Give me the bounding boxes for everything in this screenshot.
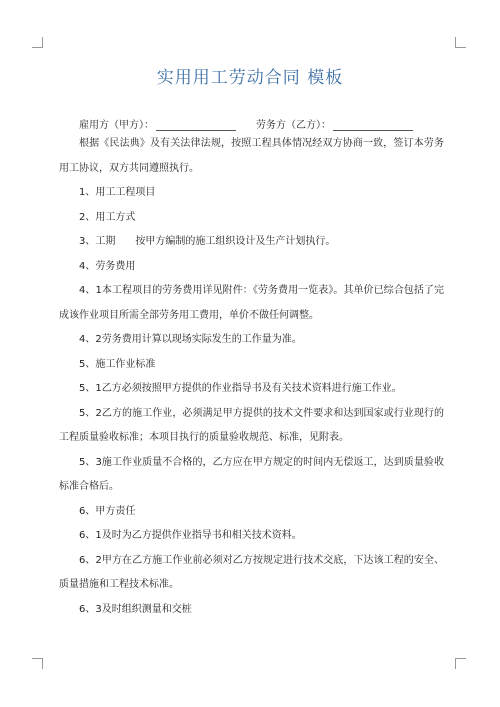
paragraph-5-3: 5、3施工作业质量不合格的，乙方应在甲方规定的时间内无偿返工，达到质量验收标准合格后。 <box>59 456 444 492</box>
paragraph-2: 2、用工方式 <box>79 211 136 223</box>
paragraph-4: 4、劳务费用 <box>79 260 136 272</box>
paragraph-preamble: 根据《民法典》及有关法律法规，按照工程具体情况经双方协商一致，签订本劳务用工协议，双方共同遵照执行。 <box>59 138 444 174</box>
crop-mark-top-right <box>455 37 466 48</box>
crop-mark-bottom-left <box>32 658 43 669</box>
employer-label: 雇用方（甲方）： <box>79 120 154 131</box>
paragraph-3: 3、工期 按甲方编制的施工组织设计及生产计划执行。 <box>79 236 336 247</box>
contractor-field <box>256 116 413 131</box>
paragraph-1: 1、用工工程项目 <box>79 187 156 198</box>
crop-mark-bottom-right <box>455 658 466 669</box>
paragraph-6: 6、甲方责任 <box>79 505 136 517</box>
paragraph-5-1: 5、1乙方必须按照甲方提供的作业指导书及有关技术资料进行施工作业。 <box>79 383 402 394</box>
paragraph-4-2: 4、2劳务费用计算以现场实际发生的工作量为准。 <box>79 334 302 345</box>
parties-line <box>79 116 440 131</box>
paragraph-5-2: 5、2乙方的施工作业，必须满足甲方提供的技术文件要求和达到国家或行业现行的工程质量验收标准；本项目执行的质量验收规范、标准，见附表。 <box>59 407 444 443</box>
contractor-label: 劳务方（乙方）： <box>256 120 331 131</box>
contractor-blank <box>333 119 413 131</box>
paragraph-4-1: 4、1本工程项目的劳务费用详见附件：《劳务费用一览表》。其单价已综合包括了完成该作业项目所需全部劳务用工费用，单价不做任何调整。 <box>59 285 444 321</box>
document-body <box>59 132 444 622</box>
paragraph-6-3: 6、3及时组织测量和交桩 <box>79 603 192 615</box>
paragraph-6-2: 6、2甲方在乙方施工作业前必须对乙方按规定进行技术交底，下达该工程的安全、质量措施和工程技术标准。 <box>59 554 444 590</box>
paragraph-5: 5、施工作业标准 <box>79 358 156 370</box>
document-title: 实用用工劳动合同 模板 <box>156 68 344 88</box>
employer-blank <box>156 119 236 131</box>
paragraph-6-1: 6、1及时为乙方提供作业指导书和相关技术资料。 <box>79 530 302 541</box>
crop-mark-top-left <box>32 37 43 48</box>
employer-field <box>79 116 236 131</box>
